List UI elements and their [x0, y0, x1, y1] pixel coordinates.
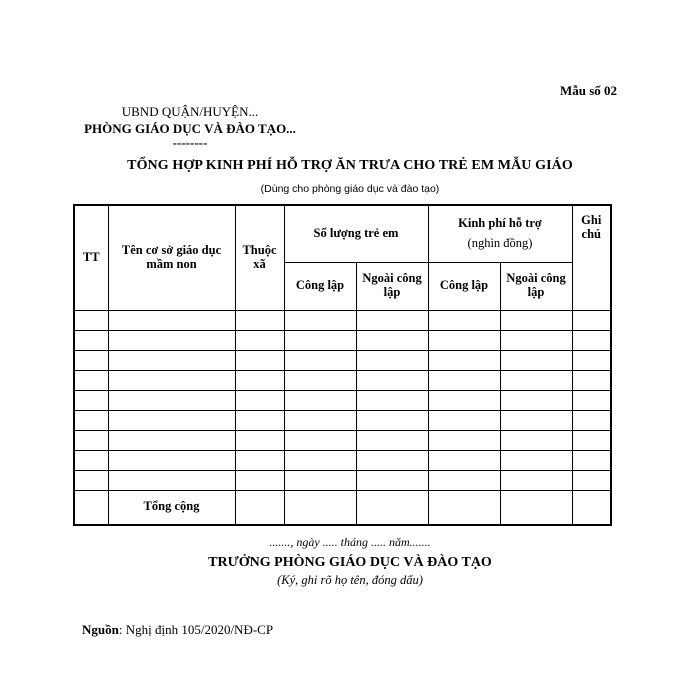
table-row	[74, 450, 611, 470]
document-subtitle: (Dùng cho phòng giáo dục và đào tạo)	[260, 183, 440, 195]
header-tt: TT	[74, 205, 108, 310]
agency-line-department: PHÒNG GIÁO DỤC VÀ ĐÀO TẠO...	[84, 121, 296, 136]
document-title: TỔNG HỢP KINH PHÍ HỖ TRỢ ĂN TRƯA CHO TRẺ EM MẪU GIÁO	[127, 158, 573, 173]
funding-summary-table	[73, 204, 612, 526]
total-row	[74, 490, 611, 525]
signature-note: (Ký, ghi rõ họ tên, đóng dấu)	[277, 573, 423, 587]
source-citation	[82, 622, 273, 638]
table-row	[74, 470, 611, 490]
header-funding-public: Công lập	[428, 262, 500, 310]
issuing-agency	[60, 104, 320, 151]
form-number: Mẫu số 02	[559, 83, 617, 98]
agency-divider: --------	[172, 135, 208, 150]
table-row	[74, 310, 611, 330]
agency-line-district: UBND QUẬN/HUYỆN...	[121, 104, 259, 119]
table-row	[74, 430, 611, 450]
total-label: Tổng cộng	[108, 490, 235, 525]
date-line: ......., ngày ..... tháng ..... năm.......	[269, 535, 431, 549]
header-note: Ghi chú	[572, 205, 611, 310]
table-row	[74, 390, 611, 410]
source-text: : Nghị định 105/2020/NĐ-CP	[118, 622, 274, 637]
header-funding-unit: (nghìn đồng)	[467, 235, 533, 250]
table-row	[74, 350, 611, 370]
header-funding-private: Ngoài công lập	[500, 262, 572, 310]
header-funding	[428, 205, 572, 262]
header-commune: Thuộc xã	[235, 205, 284, 310]
header-children-count: Số lượng trẻ em	[284, 205, 428, 262]
signatory-title: TRƯỞNG PHÒNG GIÁO DỤC VÀ ĐÀO TẠO	[208, 555, 492, 570]
header-funding-label: Kinh phí hỗ trợ	[458, 216, 542, 230]
source-label: Nguồn	[82, 622, 119, 637]
header-children-public: Công lập	[284, 262, 356, 310]
header-children-private: Ngoài công lập	[356, 262, 428, 310]
table-row	[74, 410, 611, 430]
table-row	[74, 330, 611, 350]
header-school-name: Tên cơ sở giáo dục mầm non	[108, 205, 235, 310]
table-row	[74, 370, 611, 390]
